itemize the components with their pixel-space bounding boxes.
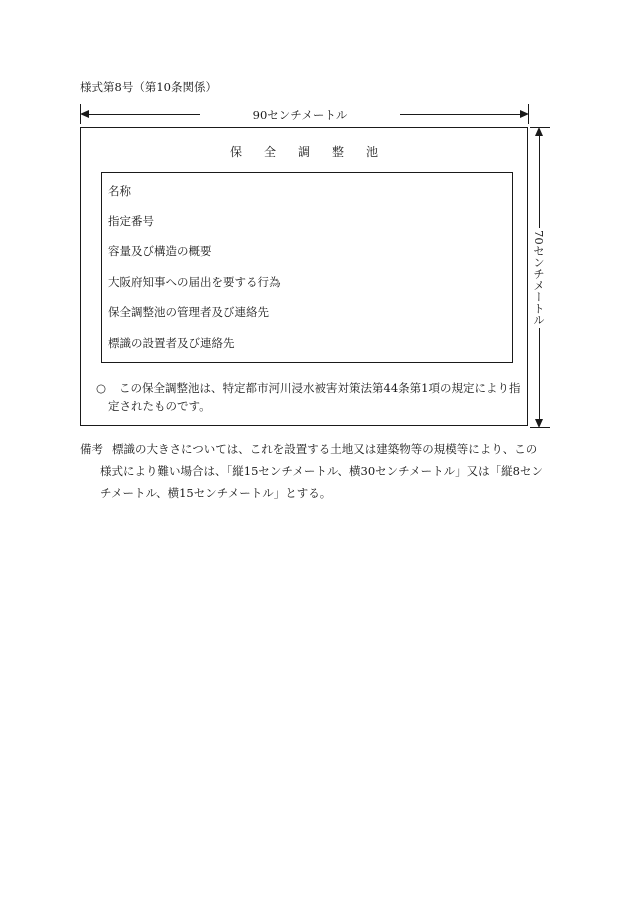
sign-item-notifiable-acts: 大阪府知事への届出を要する行為: [108, 275, 281, 289]
arrow-down-icon: [535, 419, 543, 428]
remarks-line3: チメートル、横15センチメートル」とする。: [100, 486, 332, 500]
sign-note: [96, 377, 521, 399]
form-number: 様式第8号（第10条関係）: [80, 80, 217, 94]
arrow-left-icon: [80, 110, 89, 118]
height-dimension-label: 70センチメートル: [532, 228, 546, 328]
remarks: [80, 438, 552, 504]
sign-item-capacity-structure: 容量及び構造の概要: [108, 244, 212, 258]
remarks-label: 備考: [80, 442, 103, 456]
circle-marker-icon: ○: [96, 381, 107, 395]
sign-info-box: [101, 172, 513, 363]
sign-item-manager-contact: 保全調整池の管理者及び連絡先: [108, 305, 269, 319]
remarks-line2: 様式により難い場合は、「縦15センチメートル、横30センチメートル」又は「縦8セン: [100, 464, 543, 478]
remarks-line1-row: [80, 438, 552, 460]
sign-title: 保全調整池: [229, 145, 400, 159]
arrow-up-icon: [535, 127, 543, 136]
sign-item-designation-number: 指定番号: [108, 214, 154, 228]
sign-note-line1: この保全調整池は、特定都市河川浸水被害対策法第44条第1項の規定により指: [119, 381, 521, 395]
sign-item-installer-contact: 標識の設置者及び連絡先: [108, 336, 235, 350]
sign-item-name: 名称: [108, 184, 131, 198]
sign-note-line2: 定されたものです。: [108, 399, 211, 413]
arrow-right-icon: [520, 110, 529, 118]
width-dimension-label: 90センチメートル: [200, 108, 400, 122]
remarks-line1: 標識の大きさについては、これを設置する土地又は建築物等の規模等により、この: [112, 442, 538, 456]
